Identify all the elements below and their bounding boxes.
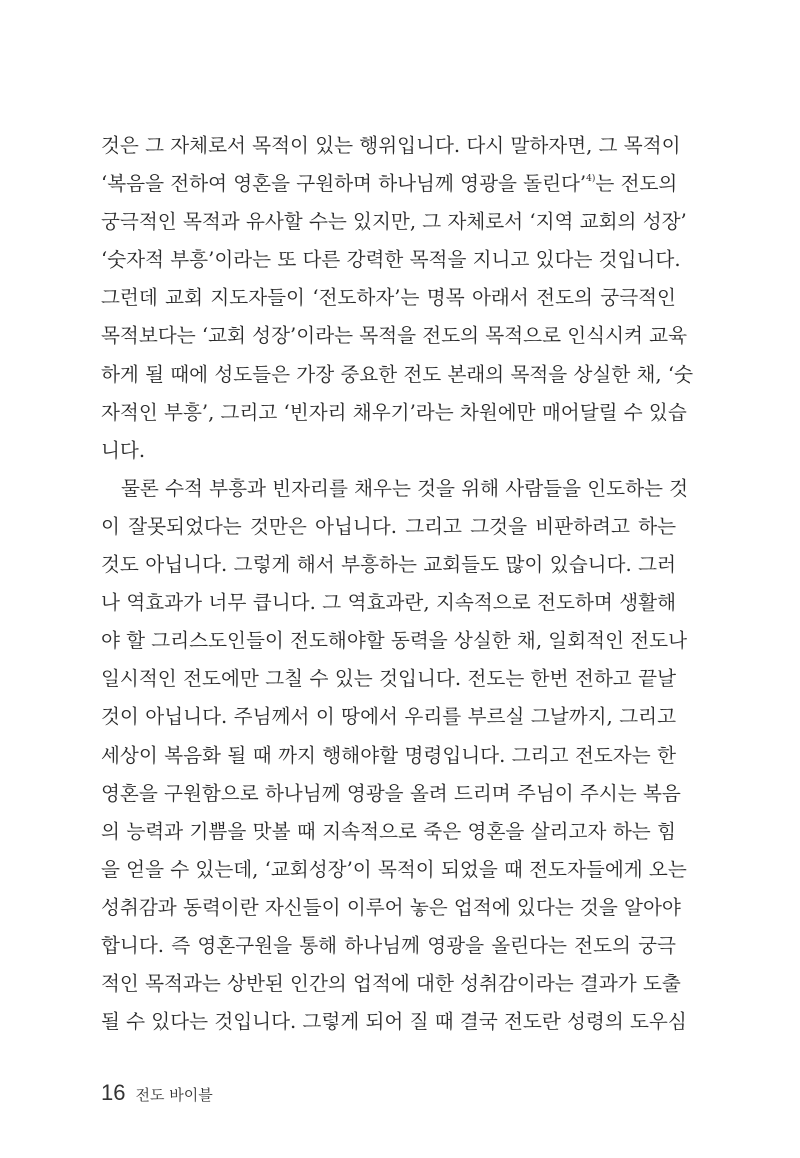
- text-line: 것이 아닙니다. 주님께서 이 땅에서 우리를 부르실 그날까지, 그리고: [101, 705, 676, 729]
- text-line: 나 역효과가 너무 큽니다. 그 역효과란, 지속적으로 전도하며 생활해: [101, 591, 676, 615]
- text-line: 일시적인 전도에만 그칠 수 있는 것입니다. 전도는 한번 전하고 끝날: [101, 667, 676, 691]
- paragraph-start-line: 물론 수적 부흥과 빈자리를 채우는 것을 위해 사람들을 인도하는 것: [121, 476, 689, 500]
- text-line-with-footnote: [101, 165, 676, 203]
- text-line: 그런데 교회 지도자들이 ‘전도하자’는 명목 아래서 전도의 궁극적인: [101, 286, 676, 310]
- text-line: 것도 아닙니다. 그렇게 해서 부흥하는 교회들도 많이 있습니다. 그러: [101, 553, 676, 577]
- text-line: 성취감과 동력이란 자신들이 이루어 놓은 업적에 있다는 것을 알아야: [101, 895, 681, 919]
- line-text-continued: 는 전도의: [595, 172, 678, 196]
- page-footer: [101, 1080, 213, 1110]
- text-line: 의 능력과 기쁨을 맛볼 때 지속적으로 죽은 영혼을 살리고자 하는 힘: [101, 819, 676, 843]
- text-line: 세상이 복음화 될 때 까지 행해야할 명령입니다. 그리고 전도자는 한: [101, 743, 676, 767]
- footnote-marker[interactable]: 4): [586, 173, 596, 184]
- text-line: 것은 그 자체로서 목적이 있는 행위입니다. 다시 말하자면, 그 목적이: [101, 134, 681, 157]
- text-line: ‘숫자적 부흥’이라는 또 다른 강력한 목적을 지니고 있다는 것입니다.: [101, 248, 681, 272]
- text-line: 합니다. 즉 영혼구원을 통해 하나님께 영광을 올린다는 전도의 궁극: [101, 933, 676, 957]
- text-line: 야 할 그리스도인들이 전도해야할 동력을 상실한 채, 일회적인 전도나: [101, 629, 688, 653]
- text-line: 하게 될 때에 성도들은 가장 중요한 전도 본래의 목적을 상실한 채, ‘숫: [101, 362, 694, 386]
- text-line: 적인 목적과는 상반된 인간의 업적에 대한 성취감이라는 결과가 도출: [101, 972, 681, 996]
- text-line: 자적인 부흥’, 그리고 ‘빈자리 채우기’라는 차원에만 매어달릴 수 있습: [101, 400, 687, 424]
- text-line: 이 잘못되었다는 것만은 아닙니다. 그리고 그것을 비판하려고 하는: [101, 514, 676, 538]
- body-text: [101, 127, 694, 1041]
- text-line: 될 수 있다는 것입니다. 그렇게 되어 질 때 결국 전도란 성령의 도우심: [101, 1010, 687, 1034]
- text-line: 영혼을 구원함으로 하나님께 영광을 올려 드리며 주님이 주시는 복음: [101, 781, 681, 805]
- running-title: 전도 바이블: [135, 1086, 213, 1104]
- page-number: 16: [101, 1080, 126, 1105]
- text-line: 을 얻을 수 있는데, ‘교회성장’이 목적이 되었을 때 전도자들에게 오는: [101, 857, 687, 881]
- text-line: 목적보다는 ‘교회 성장’이라는 목적을 전도의 목적으로 인식시켜 교육: [101, 324, 688, 348]
- line-text: ‘복음을 전하여 영혼을 구원하며 하나님께 영광을 돌린다’: [101, 172, 587, 196]
- text-line: 궁극적인 목적과 유사할 수는 있지만, 그 자체로서 ‘지역 교회의 성장’: [101, 210, 687, 234]
- text-line: 니다.: [101, 438, 146, 462]
